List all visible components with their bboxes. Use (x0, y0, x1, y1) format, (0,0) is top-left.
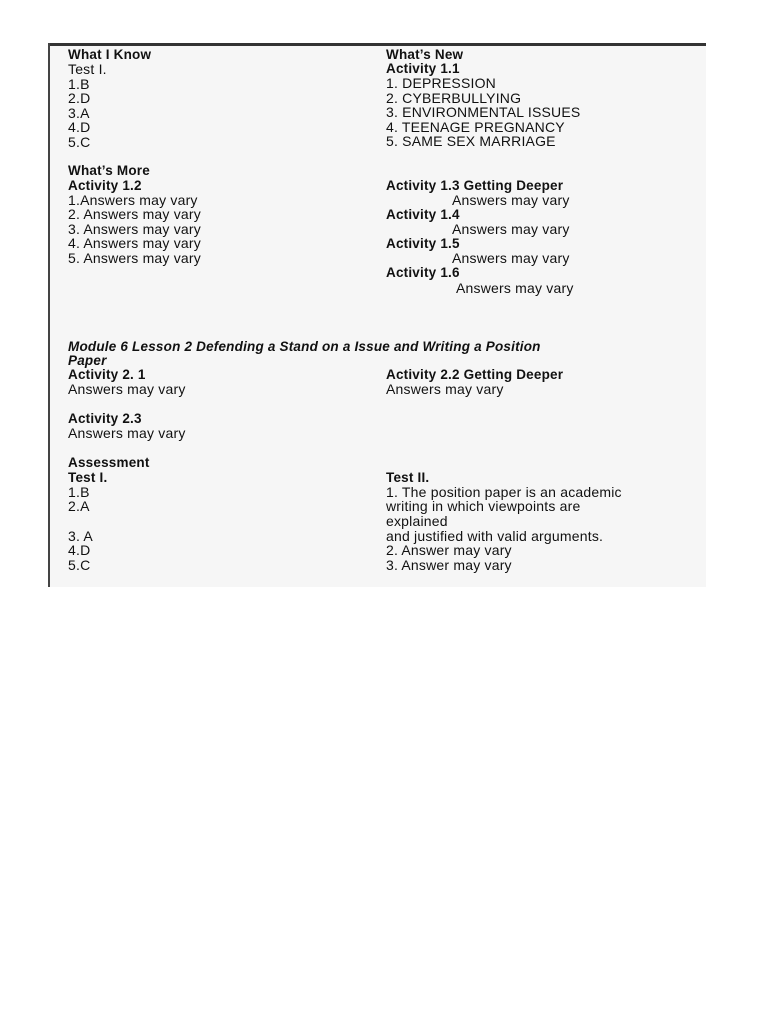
activity-2-2-answer: Answers may vary (386, 381, 504, 397)
activity-1-1-title: Activity 1.1 (386, 61, 460, 76)
activity-1-3-answer: Answers may vary (452, 192, 570, 208)
what-i-know-heading: What I Know (68, 47, 152, 62)
assessment-test-1-answer: 3. A (68, 528, 93, 544)
activity-2-1-title: Activity 2. 1 (68, 367, 146, 382)
assessment-test-2-line: and justified with valid arguments. (386, 528, 604, 544)
what-i-know-answer: 3.A (68, 105, 90, 121)
activity-1-2-item: 3. Answers may vary (68, 221, 201, 237)
activity-1-4-title: Activity 1.4 (386, 207, 460, 222)
assessment-test-1-answer: 4.D (68, 542, 91, 558)
whats-new-item: 2. CYBERBULLYING (386, 90, 522, 106)
activity-2-1-answer: Answers may vary (68, 381, 186, 397)
lesson-2-title-cont: Paper (68, 353, 107, 368)
whats-new-item: 4. TEENAGE PREGNANCY (386, 119, 565, 135)
activity-1-3-title: Activity 1.3 Getting Deeper (386, 178, 564, 193)
activity-2-3-title: Activity 2.3 (68, 411, 142, 426)
what-i-know-answer: 5.C (68, 134, 91, 150)
assessment-test-1-answer: 5.C (68, 557, 91, 573)
activity-1-2-item: 2. Answers may vary (68, 206, 201, 222)
assessment-test-2-line: explained (386, 513, 448, 529)
activity-1-2-item: 1.Answers may vary (68, 192, 198, 208)
what-i-know-answer: 2.D (68, 90, 91, 106)
what-i-know-answer: 1.B (68, 76, 90, 92)
assessment-test-1-answer: 2.A (68, 498, 90, 514)
assessment-test-1-answer: 1.B (68, 484, 90, 500)
whats-new-item: 1. DEPRESSION (386, 75, 496, 91)
activity-1-6-title: Activity 1.6 (386, 265, 460, 280)
activity-1-2-title: Activity 1.2 (68, 178, 142, 193)
activity-2-2-title: Activity 2.2 Getting Deeper (386, 367, 564, 382)
whats-new-item: 3. ENVIRONMENTAL ISSUES (386, 104, 581, 120)
whats-more-heading: What’s More (68, 163, 150, 178)
assessment-test-2-line: writing in which viewpoints are (386, 498, 581, 514)
assessment-test-2-title: Test II. (386, 470, 430, 485)
what-i-know-answer: 4.D (68, 119, 91, 135)
activity-1-6-answer: Answers may vary (456, 280, 574, 296)
activity-1-2-item: 4. Answers may vary (68, 235, 201, 251)
activity-1-2-item: 5. Answers may vary (68, 250, 201, 266)
assessment-test-1-title: Test I. (68, 470, 108, 485)
what-i-know-test: Test I. (68, 61, 107, 77)
activity-1-4-answer: Answers may vary (452, 221, 570, 237)
activity-1-5-title: Activity 1.5 (386, 236, 460, 251)
assessment-test-2-line: 3. Answer may vary (386, 557, 512, 573)
answer-key-sheet (50, 46, 706, 587)
whats-new-heading: What’s New (386, 47, 464, 62)
assessment-test-2-line: 1. The position paper is an academic (386, 484, 622, 500)
activity-1-5-answer: Answers may vary (452, 250, 570, 266)
lesson-2-title: Module 6 Lesson 2 Defending a Stand on a Issue and Writing a Position (68, 339, 541, 354)
assessment-heading: Assessment (68, 455, 150, 470)
assessment-test-2-line: 2. Answer may vary (386, 542, 512, 558)
activity-2-3-answer: Answers may vary (68, 425, 186, 441)
whats-new-item: 5. SAME SEX MARRIAGE (386, 133, 556, 149)
